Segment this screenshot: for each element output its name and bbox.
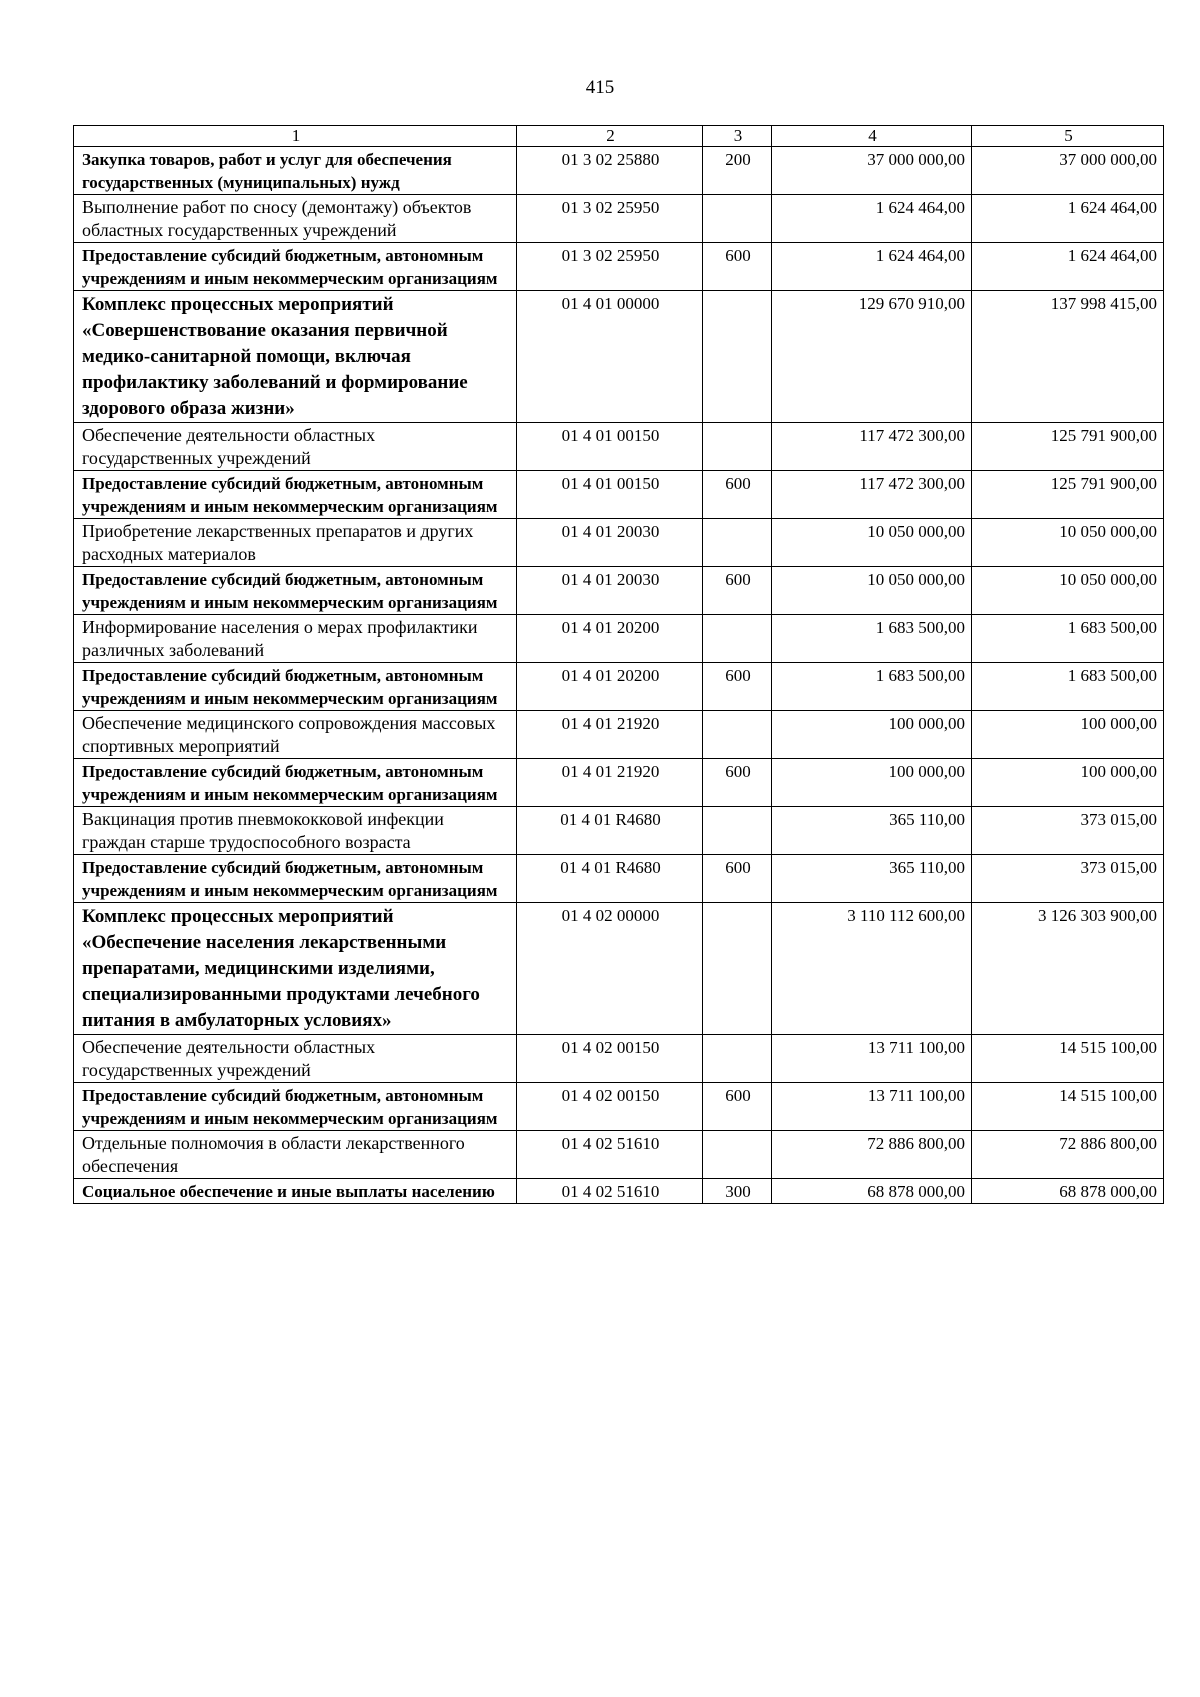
row-expense-type (703, 423, 772, 471)
row-name: Предоставление субсидий бюджетным, автономным учреждениям и иным некоммерческим организациям (74, 243, 517, 291)
row-expense-type: 300 (703, 1179, 772, 1204)
table-row (74, 615, 1164, 663)
row-name: Приобретение лекарственных препаратов и других расходных материалов (74, 519, 517, 567)
row-expense-type: 200 (703, 147, 772, 195)
row-expense-type (703, 291, 772, 423)
table-row (74, 759, 1164, 807)
row-amount-year-2: 1 683 500,00 (972, 615, 1164, 663)
column-header-5: 5 (972, 126, 1164, 147)
column-header-1: 1 (74, 126, 517, 147)
row-name: Социальное обеспечение и иные выплаты населению (74, 1179, 517, 1204)
row-name: Предоставление субсидий бюджетным, автономным учреждениям и иным некоммерческим организациям (74, 471, 517, 519)
row-expense-type (703, 711, 772, 759)
header-row (74, 126, 1164, 147)
table-row (74, 1131, 1164, 1179)
row-amount-year-2: 125 791 900,00 (972, 423, 1164, 471)
row-amount-year-1: 365 110,00 (772, 855, 972, 903)
row-amount-year-1: 10 050 000,00 (772, 519, 972, 567)
row-expense-type: 600 (703, 663, 772, 711)
table-row (74, 855, 1164, 903)
row-expense-type: 600 (703, 243, 772, 291)
row-name: Обеспечение деятельности областных государственных учреждений (74, 423, 517, 471)
row-name: Предоставление субсидий бюджетным, автономным учреждениям и иным некоммерческим организациям (74, 1083, 517, 1131)
row-code: 01 3 02 25950 (517, 243, 703, 291)
row-name: Предоставление субсидий бюджетным, автономным учреждениям и иным некоммерческим организациям (74, 567, 517, 615)
table-row (74, 1179, 1164, 1204)
row-expense-type (703, 1035, 772, 1083)
row-amount-year-2: 37 000 000,00 (972, 147, 1164, 195)
row-expense-type: 600 (703, 471, 772, 519)
row-code: 01 4 01 R4680 (517, 855, 703, 903)
row-code: 01 4 02 51610 (517, 1179, 703, 1204)
row-amount-year-1: 68 878 000,00 (772, 1179, 972, 1204)
row-amount-year-2: 373 015,00 (972, 855, 1164, 903)
row-expense-type (703, 1131, 772, 1179)
row-expense-type: 600 (703, 1083, 772, 1131)
row-amount-year-1: 129 670 910,00 (772, 291, 972, 423)
table-row (74, 807, 1164, 855)
row-amount-year-1: 1 624 464,00 (772, 243, 972, 291)
row-amount-year-1: 1 683 500,00 (772, 663, 972, 711)
row-name: Комплекс процессных мероприятий «Совершенствование оказания первичной медико-санитарной помощи, включая профилактику заболеваний и формирование здорового образа жизни» (74, 291, 517, 423)
row-amount-year-1: 13 711 100,00 (772, 1035, 972, 1083)
row-amount-year-2: 1 683 500,00 (972, 663, 1164, 711)
row-amount-year-1: 117 472 300,00 (772, 471, 972, 519)
table-row (74, 1035, 1164, 1083)
row-amount-year-2: 72 886 800,00 (972, 1131, 1164, 1179)
row-amount-year-1: 37 000 000,00 (772, 147, 972, 195)
table-row (74, 567, 1164, 615)
row-amount-year-2: 10 050 000,00 (972, 519, 1164, 567)
row-name: Предоставление субсидий бюджетным, автономным учреждениям и иным некоммерческим организациям (74, 759, 517, 807)
row-amount-year-1: 13 711 100,00 (772, 1083, 972, 1131)
row-expense-type (703, 615, 772, 663)
row-code: 01 4 02 00000 (517, 903, 703, 1035)
table-body (74, 147, 1164, 1204)
row-name: Комплекс процессных мероприятий «Обеспечение населения лекарственными препаратами, медицинскими изделиями, специализированными продуктами лечебного питания в амбулаторных условиях» (74, 903, 517, 1035)
row-amount-year-2: 1 624 464,00 (972, 195, 1164, 243)
row-code: 01 4 01 20200 (517, 663, 703, 711)
row-code: 01 4 01 00150 (517, 423, 703, 471)
row-name: Обеспечение деятельности областных государственных учреждений (74, 1035, 517, 1083)
table-row (74, 195, 1164, 243)
row-amount-year-1: 10 050 000,00 (772, 567, 972, 615)
row-amount-year-2: 1 624 464,00 (972, 243, 1164, 291)
table-row (74, 147, 1164, 195)
row-name: Закупка товаров, работ и услуг для обеспечения государственных (муниципальных) нужд (74, 147, 517, 195)
row-code: 01 4 01 20200 (517, 615, 703, 663)
row-amount-year-1: 1 683 500,00 (772, 615, 972, 663)
row-expense-type (703, 519, 772, 567)
page-number: 415 (585, 77, 615, 98)
table-row (74, 711, 1164, 759)
table-row (74, 663, 1164, 711)
row-expense-type (703, 807, 772, 855)
row-amount-year-2: 10 050 000,00 (972, 567, 1164, 615)
row-code: 01 4 01 20030 (517, 567, 703, 615)
row-expense-type (703, 195, 772, 243)
row-amount-year-2: 14 515 100,00 (972, 1035, 1164, 1083)
row-code: 01 4 02 00150 (517, 1035, 703, 1083)
row-code: 01 4 01 00000 (517, 291, 703, 423)
row-code: 01 4 02 00150 (517, 1083, 703, 1131)
row-amount-year-2: 100 000,00 (972, 711, 1164, 759)
table-row (74, 1083, 1164, 1131)
row-expense-type: 600 (703, 759, 772, 807)
column-header-3: 3 (703, 126, 772, 147)
row-amount-year-1: 365 110,00 (772, 807, 972, 855)
row-amount-year-1: 72 886 800,00 (772, 1131, 972, 1179)
budget-table (73, 125, 1164, 1204)
table-row (74, 519, 1164, 567)
table-row (74, 243, 1164, 291)
row-name: Отдельные полномочия в области лекарственного обеспечения (74, 1131, 517, 1179)
row-code: 01 4 02 51610 (517, 1131, 703, 1179)
row-amount-year-2: 125 791 900,00 (972, 471, 1164, 519)
row-amount-year-2: 373 015,00 (972, 807, 1164, 855)
row-amount-year-1: 117 472 300,00 (772, 423, 972, 471)
row-name: Предоставление субсидий бюджетным, автономным учреждениям и иным некоммерческим организациям (74, 855, 517, 903)
row-amount-year-2: 100 000,00 (972, 759, 1164, 807)
row-code: 01 4 01 R4680 (517, 807, 703, 855)
table-row (74, 291, 1164, 423)
row-name: Вакцинация против пневмококковой инфекции граждан старше трудоспособного возраста (74, 807, 517, 855)
row-code: 01 3 02 25950 (517, 195, 703, 243)
column-header-4: 4 (772, 126, 972, 147)
row-code: 01 3 02 25880 (517, 147, 703, 195)
row-amount-year-1: 3 110 112 600,00 (772, 903, 972, 1035)
row-code: 01 4 01 21920 (517, 711, 703, 759)
table-header (74, 126, 1164, 147)
row-name: Выполнение работ по сносу (демонтажу) объектов областных государственных учреждений (74, 195, 517, 243)
table-row (74, 903, 1164, 1035)
row-code: 01 4 01 21920 (517, 759, 703, 807)
row-expense-type: 600 (703, 855, 772, 903)
row-amount-year-1: 100 000,00 (772, 759, 972, 807)
row-code: 01 4 01 00150 (517, 471, 703, 519)
row-code: 01 4 01 20030 (517, 519, 703, 567)
row-name: Обеспечение медицинского сопровождения массовых спортивных мероприятий (74, 711, 517, 759)
row-amount-year-2: 68 878 000,00 (972, 1179, 1164, 1204)
row-name: Информирование населения о мерах профилактики различных заболеваний (74, 615, 517, 663)
column-header-2: 2 (517, 126, 703, 147)
row-amount-year-1: 100 000,00 (772, 711, 972, 759)
row-name: Предоставление субсидий бюджетным, автономным учреждениям и иным некоммерческим организациям (74, 663, 517, 711)
row-amount-year-1: 1 624 464,00 (772, 195, 972, 243)
table-row (74, 471, 1164, 519)
row-amount-year-2: 14 515 100,00 (972, 1083, 1164, 1131)
row-amount-year-2: 137 998 415,00 (972, 291, 1164, 423)
row-amount-year-2: 3 126 303 900,00 (972, 903, 1164, 1035)
table-row (74, 423, 1164, 471)
row-expense-type: 600 (703, 567, 772, 615)
row-expense-type (703, 903, 772, 1035)
